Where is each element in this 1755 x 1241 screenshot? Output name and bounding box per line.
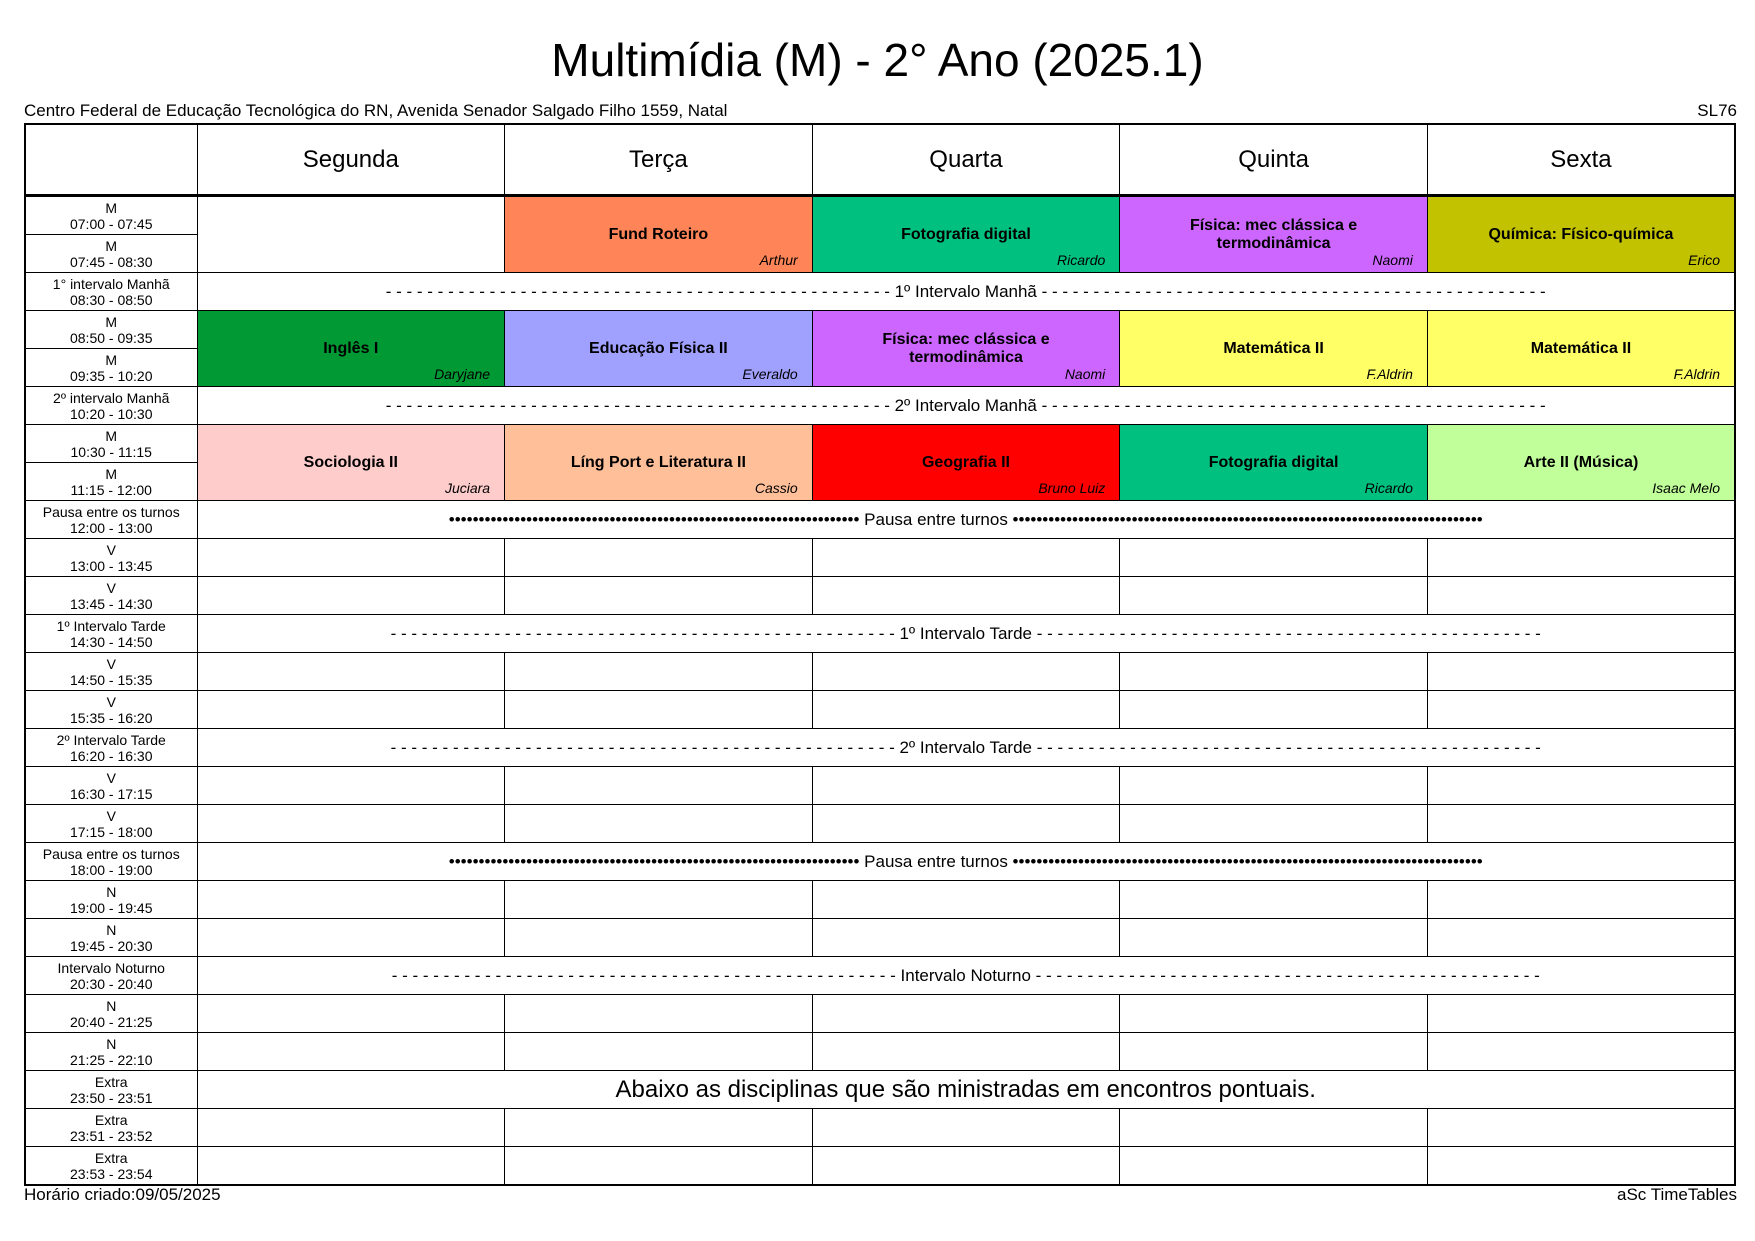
empty-slot (505, 653, 813, 691)
period-cell: Extra 23:51 - 23:52 (25, 1109, 197, 1147)
period-cell: Pausa entre os turnos 18:00 - 19:00 (25, 843, 197, 881)
corner-cell (25, 124, 197, 196)
lesson-cell[interactable]: Matemática II F.Aldrin (1120, 311, 1428, 387)
period-cell: Intervalo Noturno 20:30 - 20:40 (25, 957, 197, 995)
brand-label: aSc TimeTables (1617, 1185, 1737, 1204)
break-row: - - - - - - - - - - - - - - - - - - - - - - - - - - - - - - - - - - - - - - - - - - - - - - - - - 2º Intervalo Manhã - - - - - - - - - - - - - - - - - - - - - - - - - - - - - - - - - - - - - - - - - - - - - - - - - (197, 387, 1735, 425)
lesson-cell[interactable]: Fotografia digital Ricardo (1120, 425, 1428, 501)
empty-slot (1120, 767, 1428, 805)
empty-slot (812, 539, 1120, 577)
lesson-cell[interactable]: Educação Física II Everaldo (505, 311, 813, 387)
period-cell: V 14:50 - 15:35 (25, 653, 197, 691)
break-row: ••••••••••••••••••••••••••••••••••••••••••••••••••••••••••••••••••••• Pausa entre turnos ••••••••••••••••••••••••••••••••••••••••••••••••••••••••••••••••••••••••••••••• (197, 501, 1735, 539)
empty-slot (1427, 539, 1735, 577)
empty-slot (1120, 653, 1428, 691)
empty-slot (505, 539, 813, 577)
empty-slot (812, 1109, 1120, 1147)
period-cell: V 13:45 - 14:30 (25, 577, 197, 615)
break-row: - - - - - - - - - - - - - - - - - - - - - - - - - - - - - - - - - - - - - - - - - - - - - - - - - 1º Intervalo Tarde - - - - - - - - - - - - - - - - - - - - - - - - - - - - - - - - - - - - - - - - - - - - - - - - - (197, 615, 1735, 653)
empty-slot (1427, 767, 1735, 805)
empty-slot (505, 1147, 813, 1186)
timetable-grid (24, 123, 1736, 1186)
empty-slot (812, 1147, 1120, 1186)
empty-slot (505, 577, 813, 615)
empty-slot (505, 691, 813, 729)
empty-slot (812, 881, 1120, 919)
empty-slot (505, 995, 813, 1033)
break-row: - - - - - - - - - - - - - - - - - - - - - - - - - - - - - - - - - - - - - - - - - - - - - - - - - 1º Intervalo Manhã - - - - - - - - - - - - - - - - - - - - - - - - - - - - - - - - - - - - - - - - - - - - - - - - - (197, 273, 1735, 311)
period-cell: M 07:45 - 08:30 (25, 235, 197, 273)
period-cell: V 15:35 - 16:20 (25, 691, 197, 729)
empty-slot (1427, 653, 1735, 691)
empty-slot (197, 539, 505, 577)
day-header-terca: Terça (505, 124, 813, 196)
lesson-cell[interactable]: Física: mec clássica e termodinâmica Naomi (1120, 196, 1428, 273)
period-cell: 1º Intervalo Tarde 14:30 - 14:50 (25, 615, 197, 653)
empty-slot (1427, 691, 1735, 729)
empty-slot (1427, 881, 1735, 919)
lesson-cell[interactable]: Arte II (Música) Isaac Melo (1427, 425, 1735, 501)
empty-slot (1120, 995, 1428, 1033)
empty-slot (197, 653, 505, 691)
empty-slot (1427, 805, 1735, 843)
period-cell: M 07:00 - 07:45 (25, 196, 197, 235)
empty-slot (1427, 1033, 1735, 1071)
empty-slot (812, 577, 1120, 615)
empty-slot (505, 1109, 813, 1147)
day-header-quarta: Quarta (812, 124, 1120, 196)
period-cell: M 10:30 - 11:15 (25, 425, 197, 463)
empty-slot (505, 881, 813, 919)
empty-slot (812, 767, 1120, 805)
lesson-cell[interactable]: Física: mec clássica e termodinâmica Naomi (812, 311, 1120, 387)
period-cell: M 11:15 - 12:00 (25, 463, 197, 501)
period-cell: 2º Intervalo Tarde 16:20 - 16:30 (25, 729, 197, 767)
empty-slot (812, 995, 1120, 1033)
period-cell: Pausa entre os turnos 12:00 - 13:00 (25, 501, 197, 539)
day-header-sexta: Sexta (1427, 124, 1735, 196)
empty-slot (1120, 1109, 1428, 1147)
empty-slot (1120, 691, 1428, 729)
empty-slot (1427, 577, 1735, 615)
empty-slot (1427, 995, 1735, 1033)
period-cell: 2º intervalo Manhã 10:20 - 10:30 (25, 387, 197, 425)
empty-slot (197, 577, 505, 615)
creation-date: Horário criado:09/05/2025 (24, 1185, 221, 1204)
empty-slot (1427, 919, 1735, 957)
empty-slot (1427, 1109, 1735, 1147)
empty-slot (197, 196, 505, 273)
empty-slot (1120, 1033, 1428, 1071)
empty-slot (197, 995, 505, 1033)
break-row: - - - - - - - - - - - - - - - - - - - - - - - - - - - - - - - - - - - - - - - - - - - - - - - - - Intervalo Noturno - - - - - - - - - - - - - - - - - - - - - - - - - - - - - - - - - - - - - - - - - - - - - - - - - (197, 957, 1735, 995)
lesson-cell[interactable]: Sociologia II Juciara (197, 425, 505, 501)
empty-slot (197, 1147, 505, 1186)
empty-slot (1427, 1147, 1735, 1186)
day-header-quinta: Quinta (1120, 124, 1428, 196)
lesson-cell[interactable]: Fund Roteiro Arthur (505, 196, 813, 273)
period-cell: 1° intervalo Manhã 08:30 - 08:50 (25, 273, 197, 311)
lesson-cell[interactable]: Fotografia digital Ricardo (812, 196, 1120, 273)
lesson-cell[interactable]: Geografia II Bruno Luiz (812, 425, 1120, 501)
lesson-cell[interactable]: Matemática II F.Aldrin (1427, 311, 1735, 387)
empty-slot (197, 805, 505, 843)
empty-slot (197, 691, 505, 729)
empty-slot (812, 691, 1120, 729)
period-cell: V 17:15 - 18:00 (25, 805, 197, 843)
room-code: SL76 (1697, 101, 1737, 120)
empty-slot (197, 1109, 505, 1147)
period-cell: V 16:30 - 17:15 (25, 767, 197, 805)
empty-slot (812, 653, 1120, 691)
period-cell: Extra 23:50 - 23:51 (25, 1071, 197, 1109)
lesson-cell[interactable]: Química: Físico-química Erico (1427, 196, 1735, 273)
empty-slot (812, 919, 1120, 957)
period-cell: M 09:35 - 10:20 (25, 349, 197, 387)
empty-slot (1120, 805, 1428, 843)
empty-slot (505, 805, 813, 843)
day-header-segunda: Segunda (197, 124, 505, 196)
page-title: Multimídia (M) - 2° Ano (2025.1) (551, 34, 1204, 86)
empty-slot (1120, 539, 1428, 577)
break-row: - - - - - - - - - - - - - - - - - - - - - - - - - - - - - - - - - - - - - - - - - - - - - - - - - 2º Intervalo Tarde - - - - - - - - - - - - - - - - - - - - - - - - - - - - - - - - - - - - - - - - - - - - - - - - - (197, 729, 1735, 767)
empty-slot (812, 805, 1120, 843)
empty-slot (197, 1033, 505, 1071)
empty-slot (1120, 577, 1428, 615)
empty-slot (1120, 919, 1428, 957)
school-address: Centro Federal de Educação Tecnológica do RN, Avenida Senador Salgado Filho 1559, Natal (24, 101, 728, 120)
empty-slot (197, 767, 505, 805)
empty-slot (1120, 881, 1428, 919)
empty-slot (812, 1033, 1120, 1071)
lesson-cell[interactable]: Líng Port e Literatura II Cassio (505, 425, 813, 501)
period-cell: M 08:50 - 09:35 (25, 311, 197, 349)
period-cell: N 21:25 - 22:10 (25, 1033, 197, 1071)
empty-slot (1120, 1147, 1428, 1186)
empty-slot (505, 1033, 813, 1071)
empty-slot (197, 919, 505, 957)
period-cell: Extra 23:53 - 23:54 (25, 1147, 197, 1186)
period-cell: N 19:00 - 19:45 (25, 881, 197, 919)
period-cell: N 19:45 - 20:30 (25, 919, 197, 957)
empty-slot (197, 881, 505, 919)
empty-slot (505, 919, 813, 957)
period-cell: N 20:40 - 21:25 (25, 995, 197, 1033)
period-cell: V 13:00 - 13:45 (25, 539, 197, 577)
note-row: Abaixo as disciplinas que são ministradas em encontros pontuais. (197, 1071, 1735, 1109)
empty-slot (505, 767, 813, 805)
break-row: ••••••••••••••••••••••••••••••••••••••••••••••••••••••••••••••••••••• Pausa entre turnos ••••••••••••••••••••••••••••••••••••••••••••••••••••••••••••••••••••••••••••••• (197, 843, 1735, 881)
lesson-cell[interactable]: Inglês I Daryjane (197, 311, 505, 387)
